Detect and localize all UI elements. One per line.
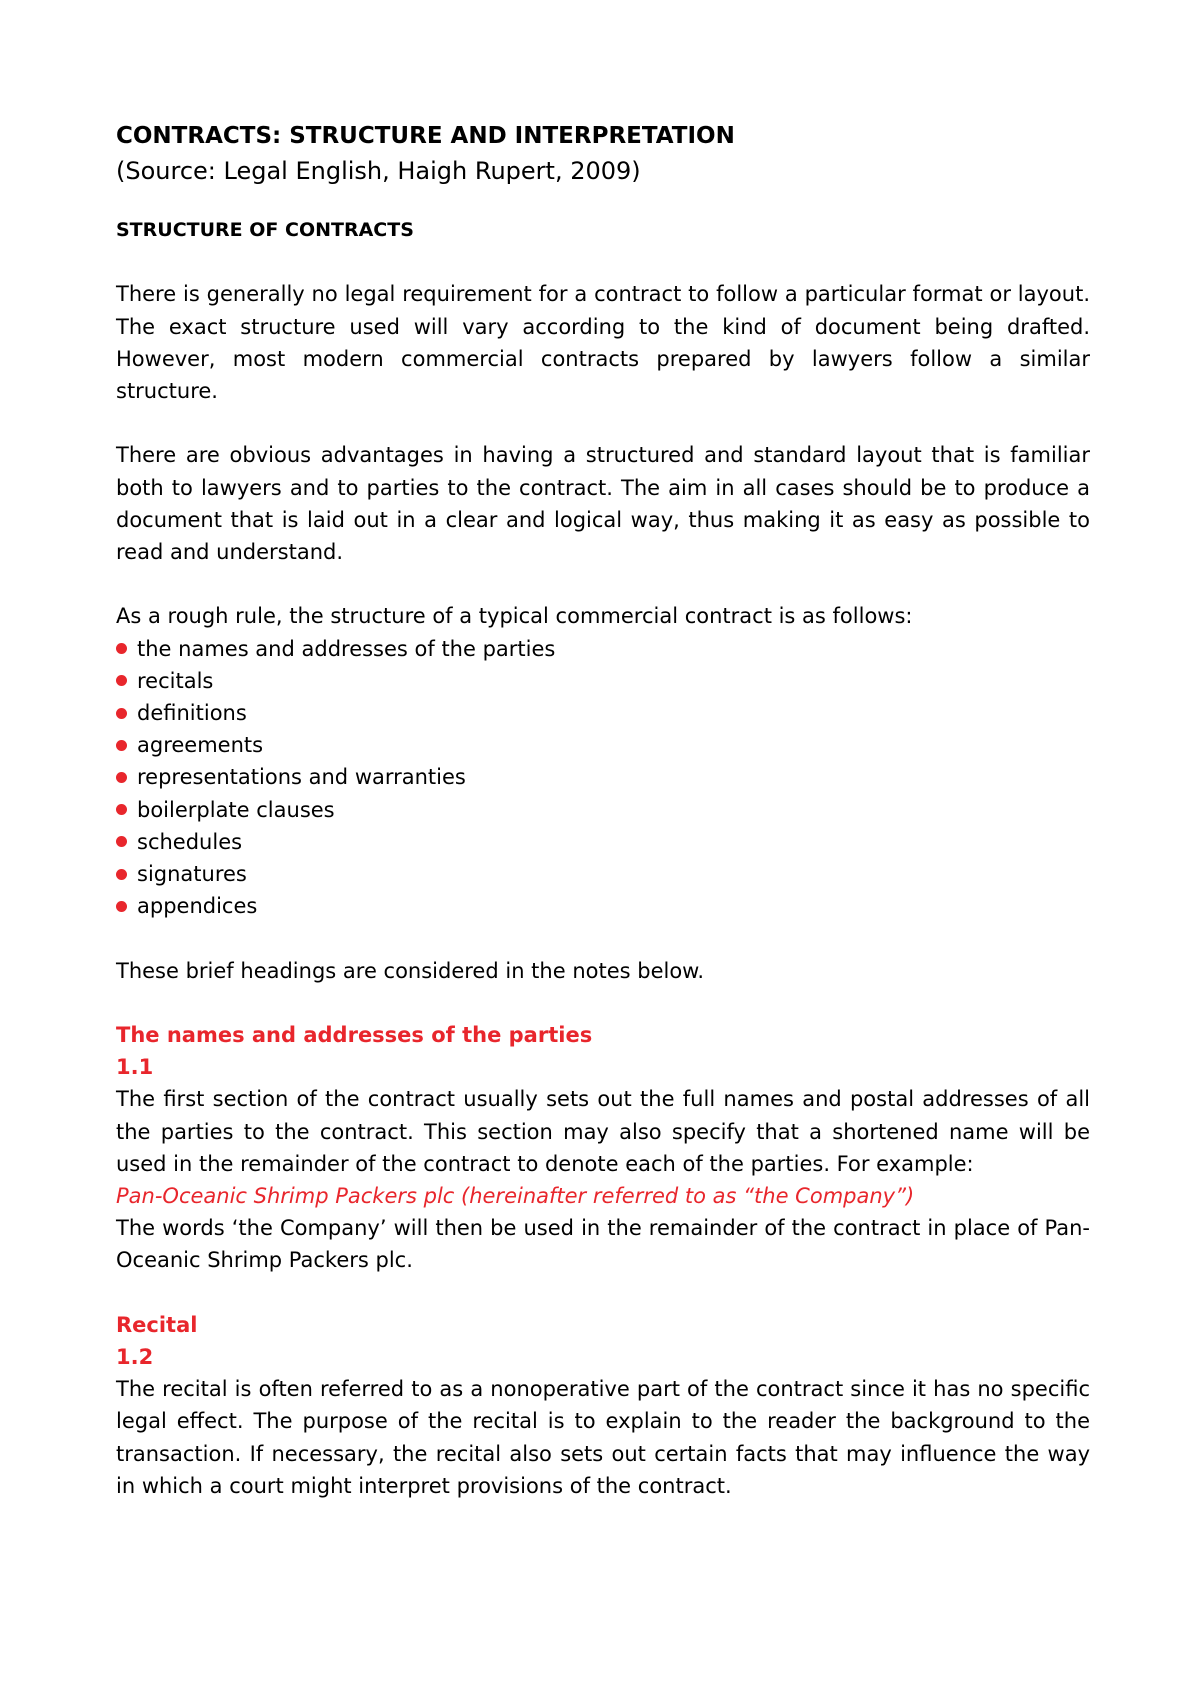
parties-after-example: The words ‘the Company’ will then be used in the remainder of the contract in place of Pan-Oceanic Shrimp Packers plc.: [116, 1216, 1090, 1273]
document-source: (Source: Legal English, Haigh Rupert, 2009): [116, 157, 641, 185]
parties-example: Pan-Oceanic Shrimp Packers plc (hereinafter referred to as “the Company”): [116, 1184, 915, 1209]
list-item-label: agreements: [137, 733, 264, 758]
recital-heading: Recital: [116, 1312, 198, 1337]
bullet-icon: [116, 740, 127, 751]
list-item-label: schedules: [137, 829, 243, 854]
bullet-icon: [116, 708, 127, 719]
spacer: [116, 922, 1090, 954]
parties-heading: The names and addresses of the parties: [116, 1023, 593, 1047]
bullet-icon: [116, 643, 127, 654]
list-item: [116, 665, 1090, 697]
parties-number: 1.1: [116, 1055, 154, 1080]
bullet-icon: [116, 869, 127, 880]
bullet-icon: [116, 675, 127, 686]
recital-body: The recital is often referred to as a nonoperative part of the contract since it has no specific legal effect. The purpose of the recital is to explain to the reader the background to the transaction. If necessary, the recital also sets out certain facts that may influence the way in which a court might interpret provisions of the contract.: [116, 1377, 1090, 1498]
paragraph-rough-rule: As a rough rule, the structure of a typical commercial contract is as follows:: [116, 604, 913, 629]
list-item: [116, 858, 1090, 890]
list-item: [116, 729, 1090, 761]
list-item-label: representations and warranties: [137, 765, 466, 790]
bullet-icon: [116, 804, 127, 815]
parties-body: The first section of the contract usually sets out the full names and postal addresses of all the parties to the contract. This section may also specify that a shortened name will be used in the remainder of the contract to denote each of the parties. For example:: [116, 1087, 1090, 1176]
bullet-icon: [116, 901, 127, 912]
list-item: [116, 826, 1090, 858]
list-item-label: boilerplate clauses: [137, 797, 335, 822]
spacer: [116, 987, 1090, 1019]
spacer: [116, 407, 1090, 439]
paragraph-intro: There is generally no legal requirement for a contract to follow a particular format or layout. The exact structure used will vary according to the kind of document being drafted. However, most modern commercial contracts prepared by lawyers follow a similar structure.: [116, 282, 1090, 403]
bullet-icon: [116, 836, 127, 847]
bullet-icon: [116, 772, 127, 783]
recital-number: 1.2: [116, 1345, 154, 1370]
structure-list: [116, 633, 1090, 923]
list-item-label: appendices: [137, 894, 258, 919]
list-item: [116, 697, 1090, 729]
list-item: [116, 890, 1090, 922]
spacer: [116, 568, 1090, 600]
section-heading: STRUCTURE OF CONTRACTS: [116, 219, 414, 241]
list-item-label: the names and addresses of the parties: [137, 636, 556, 661]
list-item: [116, 794, 1090, 826]
list-item: [116, 633, 1090, 665]
list-note: These brief headings are considered in the notes below.: [116, 958, 705, 983]
spacer: [116, 1277, 1090, 1309]
paragraph-advantages: There are obvious advantages in having a structured and standard layout that is familiar both to lawyers and to parties to the contract. The aim in all cases should be to produce a document that is laid out in a clear and logical way, thus making it as easy as possible to read and understand.: [116, 443, 1090, 564]
document-page: [116, 118, 1090, 1502]
spacer: [116, 246, 1090, 278]
list-item-label: recitals: [137, 668, 214, 693]
document-title: CONTRACTS: STRUCTURE AND INTERPRETATION: [116, 123, 735, 149]
list-item: [116, 761, 1090, 793]
list-item-label: signatures: [137, 862, 247, 887]
list-item-label: definitions: [137, 701, 247, 725]
